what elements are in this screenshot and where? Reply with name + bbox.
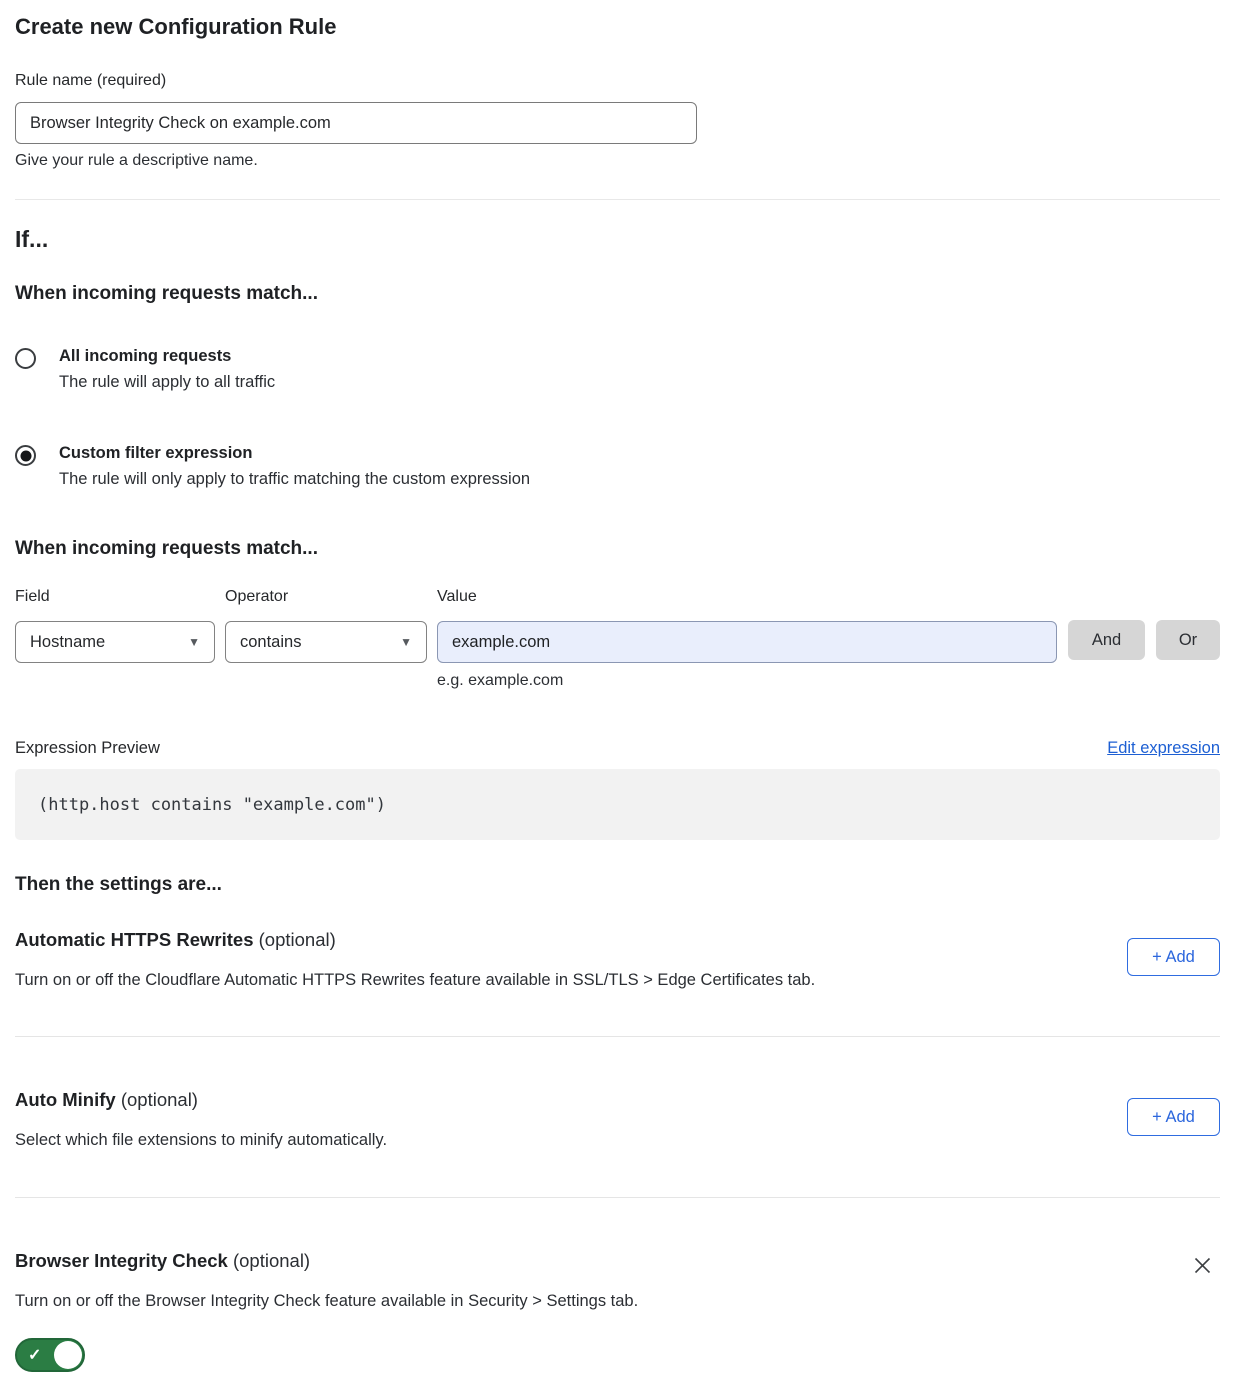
radio-option-all-requests[interactable] <box>15 347 1220 392</box>
remove-setting-button[interactable] <box>1189 1252 1216 1279</box>
toggle-knob <box>54 1341 82 1369</box>
rule-name-label: Rule name (required) <box>15 72 167 89</box>
field-column <box>15 588 215 663</box>
field-select[interactable] <box>15 621 215 663</box>
then-heading: Then the settings are... <box>15 874 222 895</box>
setting-optional-tag: (optional) <box>232 1250 311 1271</box>
setting-description: Turn on or off the Cloudflare Automatic HTTPS Rewrites feature available in SSL/TLS > Edge Certificates tab. <box>15 971 816 989</box>
close-icon <box>1193 1256 1212 1275</box>
check-icon: ✓ <box>28 1347 42 1364</box>
page-title: Create new Configuration Rule <box>15 14 337 39</box>
or-button[interactable]: Or <box>1156 620 1220 660</box>
operator-select[interactable] <box>225 621 427 663</box>
radio-custom-filter[interactable] <box>15 445 36 466</box>
match-mode-heading: When incoming requests match... <box>15 283 318 304</box>
expression-builder-heading: When incoming requests match... <box>15 538 318 559</box>
radio-all-requests-label: All incoming requests <box>59 347 232 365</box>
if-heading: If... <box>15 226 49 252</box>
chevron-down-icon: ▼ <box>400 635 412 649</box>
rule-name-input[interactable] <box>15 102 697 144</box>
and-button[interactable]: And <box>1068 620 1145 660</box>
radio-custom-filter-label: Custom filter expression <box>59 444 253 462</box>
operator-select-value: contains <box>240 632 302 651</box>
radio-all-requests-desc: The rule will apply to all traffic <box>59 373 276 391</box>
setting-automatic-https-rewrites <box>15 929 1220 990</box>
radio-custom-filter-desc: The rule will only apply to traffic matching the custom expression <box>59 470 531 488</box>
field-select-value: Hostname <box>30 632 106 651</box>
setting-title <box>15 1089 387 1111</box>
settings-divider <box>15 1036 1220 1037</box>
setting-optional-tag: (optional) <box>120 1089 198 1110</box>
setting-automatic-https-rewrites-texts <box>15 929 815 990</box>
expression-preview-label: Expression Preview <box>15 739 160 757</box>
setting-auto-minify-texts <box>15 1089 387 1150</box>
chevron-down-icon: ▼ <box>188 635 200 649</box>
operator-column <box>225 588 427 663</box>
setting-optional-tag: (optional) <box>258 929 336 950</box>
settings-divider <box>15 1197 1220 1198</box>
edit-expression-link[interactable]: Edit expression <box>1107 739 1220 757</box>
section-divider <box>15 199 1220 200</box>
setting-title <box>15 1250 638 1272</box>
expression-preview-header <box>15 739 1220 758</box>
radio-option-custom-filter[interactable] <box>15 444 1220 489</box>
operator-label: Operator <box>225 588 289 605</box>
setting-browser-integrity-check <box>15 1250 1220 1372</box>
add-automatic-https-rewrites-button[interactable]: + Add <box>1127 938 1220 976</box>
value-column <box>437 588 1057 690</box>
expression-preview-code: (http.host contains "example.com") <box>15 769 1220 840</box>
setting-auto-minify <box>15 1089 1220 1150</box>
setting-name: Auto Minify <box>15 1089 116 1110</box>
rule-name-help: Give your rule a descriptive name. <box>15 152 258 169</box>
setting-description: Select which file extensions to minify automatically. <box>15 1131 388 1149</box>
value-input[interactable] <box>437 621 1057 663</box>
setting-description: Turn on or off the Browser Integrity Check feature available in Security > Settings tab. <box>15 1292 639 1310</box>
setting-name: Automatic HTTPS Rewrites <box>15 929 254 950</box>
expression-builder-row <box>15 588 1220 690</box>
setting-title <box>15 929 815 951</box>
radio-all-requests-texts <box>59 347 275 392</box>
setting-browser-integrity-check-texts <box>15 1250 638 1372</box>
radio-all-requests[interactable] <box>15 348 36 369</box>
field-label: Field <box>15 588 50 605</box>
value-label: Value <box>437 588 477 605</box>
radio-custom-filter-texts <box>59 444 530 489</box>
setting-name: Browser Integrity Check <box>15 1250 228 1271</box>
browser-integrity-check-toggle[interactable] <box>15 1338 85 1372</box>
value-help: e.g. example.com <box>437 672 564 689</box>
add-auto-minify-button[interactable]: + Add <box>1127 1098 1220 1136</box>
